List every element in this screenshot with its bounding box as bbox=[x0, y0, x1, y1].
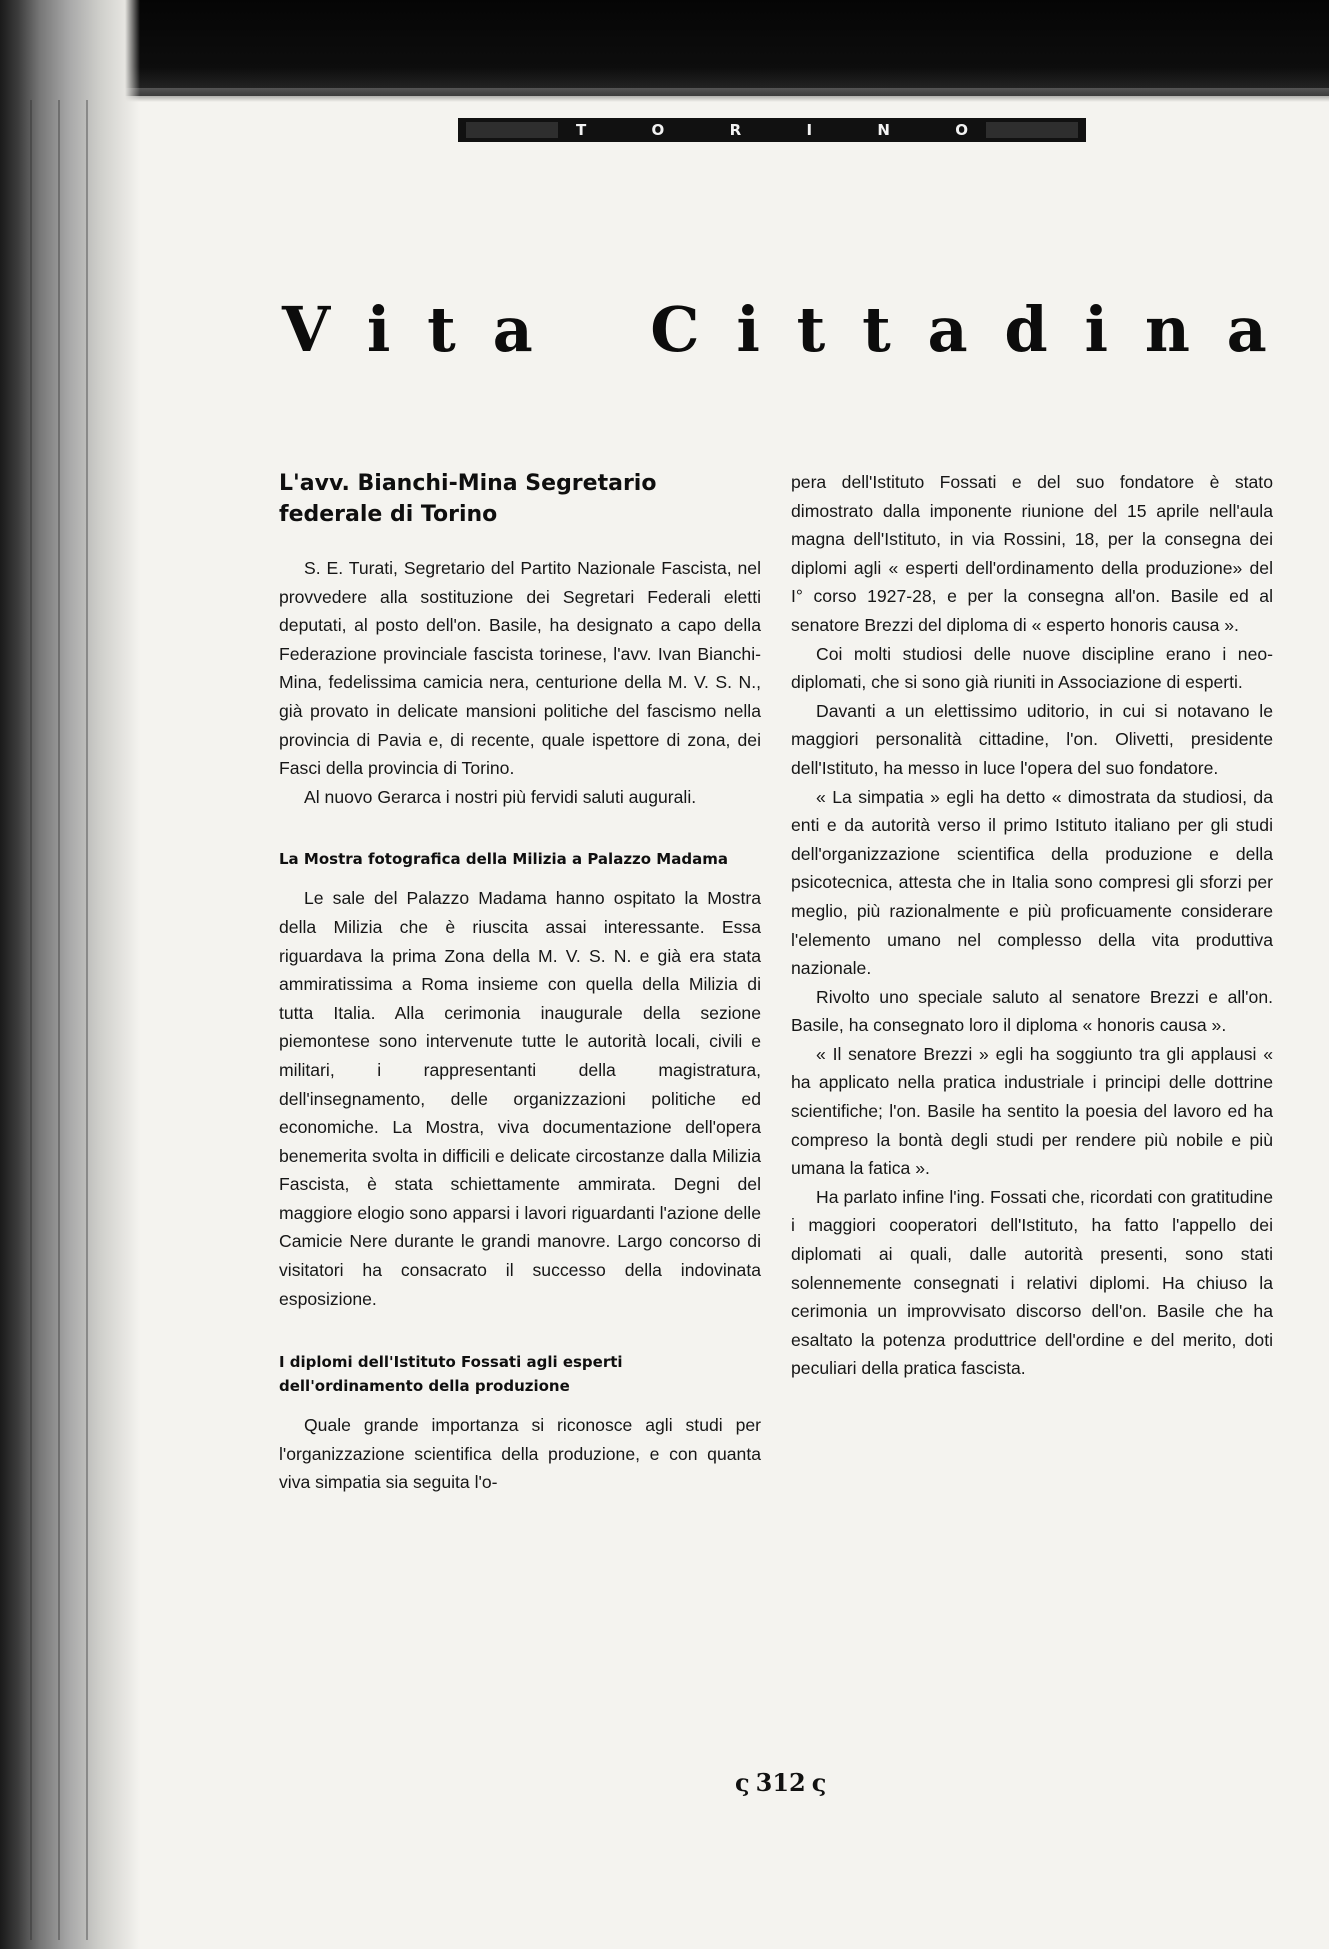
article-paragraph: Quale grande importanza si riconosce agli studi per l'organizzazione scientifica della produzione, e con quanta viva simpatia sia seguita l'o- bbox=[279, 1415, 761, 1493]
title-letter: a bbox=[1226, 292, 1267, 366]
article-heading-mostra-milizia: La Mostra fotografica della Milizia a Palazzo Madama bbox=[279, 850, 728, 869]
article-heading-bianchi-mina: L'avv. Bianchi-Mina Segretario federale di Torino bbox=[279, 471, 657, 527]
title-letter: V bbox=[282, 292, 331, 366]
article-paragraph: « La simpatia » egli ha detto « dimostrata da studiosi, da enti e da autorità verso il primo Istituto italiano per gli studi dell'organizzazione scientifica della produzione e della psicotecnica, attesta che in Italia sono compresi gli sforzi per meglio, più razionalmente e più proficuamente considerare l'elemento umano nel complesso della vita produttiva nazionale. bbox=[791, 786, 1273, 979]
ornament-left-icon: ς bbox=[735, 1767, 750, 1797]
page-number-value: 312 bbox=[755, 1767, 806, 1797]
article-paragraph: Davanti a un elettissimo uditorio, in cui si notavano le maggiori personalità cittadine, l'on. Olivetti, presidente dell'Istituto, ha messo in luce l'opera del suo fondatore. bbox=[791, 700, 1273, 778]
title-letter: n bbox=[1144, 292, 1190, 366]
title-letter: t bbox=[427, 292, 456, 366]
article-heading-istituto-fossati: I diplomi dell'Istituto Fossati agli esperti dell'ordinamento della produzione bbox=[279, 1353, 623, 1396]
title-letter: i bbox=[1084, 292, 1109, 366]
binding-stripe bbox=[58, 100, 60, 1940]
running-head-bar bbox=[458, 118, 1086, 142]
article-paragraph: Ha parlato infine l'ing. Fossati che, ricordati con gratitudine i maggiori cooperatori dell'Istituto, ha fatto l'appello dei diplomati ai quali, dalle autorità presenti, sono stati solennemente consegnati i relativi diplomi. Ha chiuso la cerimonia un improvvisato discorso dell'on. Basile che ha esaltato la potenza produttrice dell'ordine e del merito, doti peculiari della pratica fascista. bbox=[791, 1186, 1273, 1379]
running-head-letter: O bbox=[955, 121, 968, 139]
running-head-letter: O bbox=[651, 121, 665, 139]
article-paragraph: « Il senatore Brezzi » egli ha soggiunto tra gli applausi « ha applicato nella pratica industriale i principi delle dottrine scientifiche; l'on. Basile ha sentito la poesia del lavoro ed ha compreso la bontà degli studi per rendere più nobile e più umana la fatica ». bbox=[791, 1043, 1273, 1179]
right-column bbox=[791, 468, 1273, 1383]
article-paragraph: Al nuovo Gerarca i nostri più fervidi saluti augurali. bbox=[304, 786, 697, 807]
running-head-letter: R bbox=[729, 121, 742, 139]
scan-top-shadow bbox=[80, 88, 1329, 102]
article-paragraph: Coi molti studiosi delle nuove discipline erano i neo-diplomati, che si sono già riuniti in Associazione di esperti. bbox=[791, 643, 1273, 693]
article-paragraph: S. E. Turati, Segretario del Partito Nazionale Fascista, nel provvedere alla sostituzione dei Segretari Federali eletti deputati, al posto dell'on. Basile, ha designato a capo della Federazione provinciale fascista torinese, l'avv. Ivan Bianchi-Mina, fedelissima camicia nera, centurione della M. V. S. N., già provato in delicate mansioni politiche del fascismo nella provincia di Pavia e, di recente, quale ispettore di zona, dei Fasci della provincia di Torino. bbox=[279, 558, 761, 779]
running-head-letter: N bbox=[877, 121, 890, 139]
left-column bbox=[279, 468, 761, 1497]
title-letter: i bbox=[736, 292, 760, 366]
title-letter: d bbox=[1004, 292, 1048, 366]
scan-binding-edge bbox=[0, 0, 140, 1949]
scan-top-border bbox=[0, 0, 1329, 96]
title-letter: i bbox=[366, 292, 391, 366]
article-paragraph: pera dell'Istituto Fossati e del suo fondatore è stato dimostrato dalla imponente riunione del 15 aprile nell'aula magna dell'Istituto, in via Rossini, 18, per la consegna dei diplomi agli « esperti dell'ordinamento della produzione» del I° corso 1927-28, e per la consegna all'on. Basile ed al senatore Brezzi del diploma di « esperto honoris causa ». bbox=[791, 472, 1273, 635]
binding-stripe bbox=[86, 100, 88, 1940]
binding-stripe bbox=[30, 100, 32, 1940]
section-title bbox=[282, 284, 1267, 374]
title-letter: t bbox=[796, 292, 826, 366]
ornament-right-icon: ς bbox=[811, 1767, 827, 1797]
title-letter: C bbox=[650, 292, 700, 366]
running-head-letter: I bbox=[806, 121, 813, 139]
article-paragraph: Le sale del Palazzo Madama hanno ospitato la Mostra della Milizia che è riuscita assai interessante. Essa riguardava la prima Zona della M. V. S. N. e già era stata ammiratissima a Roma insieme con quella della Milizia di tutta Italia. Alla cerimonia inaugurale della sezione piemontese sono intervenute tutte le autorità locali, civili e militari, i rappresentanti della magistratura, dell'insegnamento, delle organizzazioni politiche ed economiche. La Mostra, viva documentazione dell'opera benemerita svolta in difficili e delicate circostanze dalla Milizia Fascista, è stata schiettamente ammirata. Degni del maggiore elogio sono apparsi i lavori riguardanti l'azione delle Camicie Nere durante le grandi manovre. Largo concorso di visitatori ha consacrato il successo della indovinata esposizione. bbox=[279, 888, 761, 1309]
page-number bbox=[735, 1762, 826, 1802]
title-letter: t bbox=[862, 292, 891, 366]
article-paragraph: Rivolto uno speciale saluto al senatore Brezzi e all'on. Basile, ha consegnato loro il diploma « honoris causa ». bbox=[791, 986, 1273, 1036]
running-head-letter: T bbox=[576, 121, 587, 139]
title-letter: a bbox=[927, 292, 968, 366]
title-letter: a bbox=[492, 292, 533, 366]
